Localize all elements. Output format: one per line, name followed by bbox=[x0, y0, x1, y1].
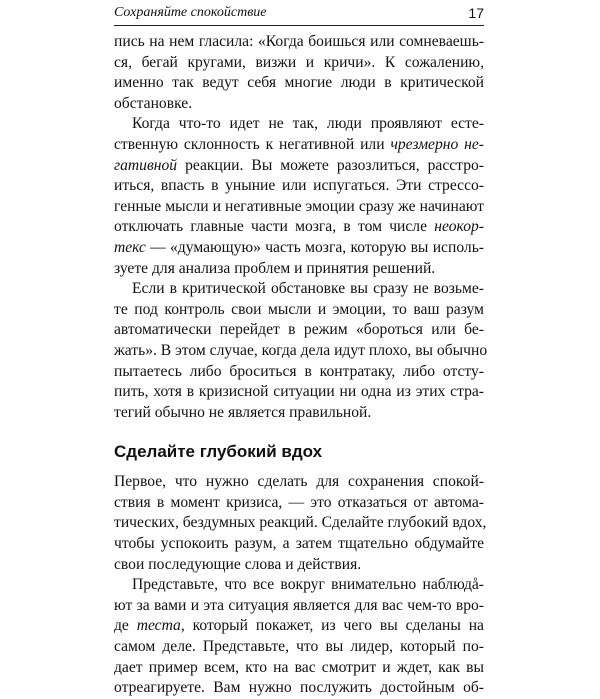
section-heading: Сделайте глубокий вдох bbox=[114, 442, 323, 462]
text-line: текс — «думающую» часть мозга, которую вы исполь- bbox=[114, 238, 484, 256]
text-line: автоматически перейдет в режим «бороться или бе- bbox=[114, 321, 484, 339]
body-text bbox=[114, 32, 488, 699]
text-line: тегий обычно не является правильной. bbox=[114, 403, 372, 421]
text-line: свои последующие слова и действия. bbox=[114, 555, 362, 573]
italic-term: гативной bbox=[114, 156, 178, 174]
italic-term: чрезмерно не- bbox=[390, 135, 485, 153]
running-title: Сохраняйте спокойствие bbox=[114, 5, 267, 20]
italic-term: теста bbox=[136, 617, 181, 635]
italic-term: текс bbox=[114, 238, 146, 256]
text-line: ствия в момент кризиса, — это отказаться от автома- bbox=[114, 493, 484, 511]
page-number: 17 bbox=[468, 5, 484, 21]
text-line: Представьте, что все вокруг внимательно наблюдå- bbox=[132, 576, 484, 594]
text-line: обстановке. bbox=[114, 94, 193, 112]
text-line: отреагируете. Вам нужно послужить достойным об- bbox=[114, 679, 484, 697]
text-line: тических, бездумных реакций. Сделайте глубокий вдох, bbox=[114, 514, 487, 532]
text-line: жать». В этом случае, когда дела идут плохо, вы обычно bbox=[114, 341, 488, 359]
text-line: гативной реакции. Вы можете разозлиться, расстро- bbox=[114, 156, 484, 174]
text-line: Если в критической обстановке вы сразу не возьме- bbox=[132, 280, 484, 298]
text-line: ственную склонность к негативной или чрезмерно не- bbox=[114, 135, 485, 153]
text-line: самом деле. Представьте, что вы лидер, который по- bbox=[114, 638, 484, 656]
text-line: пись на нем гласила: «Когда боишься или сомневаешь- bbox=[114, 33, 484, 50]
running-header bbox=[114, 3, 484, 26]
text-line: генные мысли и негативные эмоции сразу же начинают bbox=[114, 197, 484, 215]
text-line: именно так ведут себя многие люди в критической bbox=[114, 74, 484, 92]
text-line: отключать главные части мозга, в том числе неокор- bbox=[114, 218, 484, 236]
text-line: зуете для анализа проблем и принятия решений. bbox=[114, 259, 436, 277]
text-line: иться, впасть в уныние или испугаться. Эти стрессо- bbox=[114, 177, 484, 195]
text-line: те под контроль свои мысли и эмоции, то ваш разум bbox=[114, 300, 484, 318]
text-line: дает пример всем, кто на вас смотрит и ждет, как вы bbox=[114, 658, 484, 676]
text-line: Когда что-то идет не так, люди проявляют есте- bbox=[132, 115, 484, 133]
text-line: пить, хотя в кризисной ситуации ни одна из этих стра- bbox=[114, 383, 484, 401]
text-line: ют за вами и эта ситуация является для вас чем-то вро- bbox=[114, 596, 484, 614]
text-line: де теста, который покажет, из чего вы сделаны на bbox=[114, 617, 484, 635]
italic-term: неокор- bbox=[434, 218, 484, 236]
text-line: Первое, что нужно сделать для сохранения спокой- bbox=[114, 473, 484, 491]
text-line: чтобы успокоить разум, а затем тщательно обдумайте bbox=[114, 535, 484, 553]
text-line: ся, бегай кругами, визжи и кричи». К сожалению, bbox=[114, 53, 484, 71]
text-line: пытаетесь либо броситься в контратаку, либо отсту- bbox=[114, 362, 484, 380]
